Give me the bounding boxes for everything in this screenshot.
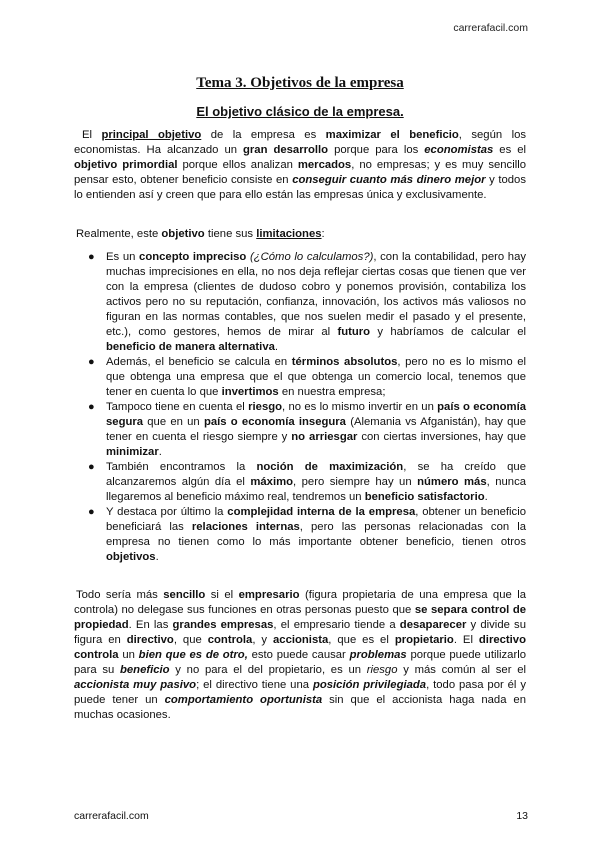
page-title: Tema 3. Objetivos de la empresa <box>196 75 404 91</box>
bullet-icon: ● <box>88 401 95 413</box>
list-item: ● Tampoco tiene en cuenta el riesgo, no es lo mismo invertir en un país o economía segura que en un país o economía insegura (Alemania vs Afganistán), hay que tener en cuenta el riesgo siempre y no arriesgar con ciertas inversiones, hay que minimizar. <box>88 401 526 458</box>
bullet-icon: ● <box>88 251 95 263</box>
limitations-list <box>88 250 526 565</box>
bullet-icon: ● <box>88 506 95 518</box>
footer-site: carrerafacil.com <box>74 810 149 822</box>
paragraph-empresario: Todo sería más sencillo si el empresario (figura propietaria de una empresa que la controla) no delegase sus funciones en otras personas puesto que se separa control de propiedad. En las grandes empresas, el empresario tiende a desaparecer y divide su figura en directivo, que controla, y accionista, que es el propietario. El directivo controla un bien que es de otro, esto puede causar problemas porque puede utilizarlo para su beneficio y no para el del propietario, es un riesgo y más común al ser el accionista muy pasivo; el directivo tiene una posición privilegiada, todo pasa por él y puede tener un comportamiento oportunista sin que el accionista haga nada en muchas ocasiones. <box>74 589 527 721</box>
paragraph-limitations: Realmente, este objetivo tiene sus limitaciones: <box>76 228 325 240</box>
bullet-icon: ● <box>88 356 95 368</box>
header-site: carrerafacil.com <box>453 22 528 34</box>
list-item: ● Además, el beneficio se calcula en términos absolutos, pero no es lo mismo el que obtenga una empresa que el que obtenga un comercio local, tenemos que tener en cuenta lo que invertimos en nuestra empresa; <box>88 356 526 398</box>
bullet-icon: ● <box>88 461 95 473</box>
page-number: 13 <box>516 810 528 822</box>
list-item: ● Y destaca por último la complejidad interna de la empresa, obtener un beneficio beneficiará las relaciones internas, pero las personas relacionadas con la empresa no tienen como lo más importante obtener beneficio, tienen otros objetivos. <box>88 506 527 563</box>
section-subtitle: El objetivo clásico de la empresa. <box>196 104 404 119</box>
paragraph-intro: El principal objetivo de la empresa es maximizar el beneficio, según los economistas. Ha alcanzado un gran desarrollo porque para los economistas es el objetivo primordial porque ellos analizan mercados, no empresas; y es muy sencillo pensar esto, obtener beneficio consiste en conseguir cuanto más dinero mejor y todos lo entienden así y creen que para ello están las empresas única y exclusivamente. <box>74 129 527 201</box>
list-item: ● También encontramos la noción de maximización, se ha creído que alcanzaremos algún día el máximo, pero siempre hay un número más, nunca llegaremos al beneficio máximo real, tendremos un beneficio satisfactorio. <box>88 461 526 503</box>
list-item: ● Es un concepto impreciso (¿Cómo lo calculamos?), con la contabilidad, pero hay muchas imprecisiones en ella, no nos deja reflejar ciertas cosas que tienen que ver con la empresa (clientes de dudoso cobro y ponemos provisión, contabiliza los activos pero no su reputación, confianza, innovación, los activos más valiosos no figuran en las normas contables, que nos suelen medir el pasado y el presente, etc.), como gestores, hemos de mirar al futuro y habríamos de calcular el beneficio de manera alternativa. <box>88 251 527 353</box>
